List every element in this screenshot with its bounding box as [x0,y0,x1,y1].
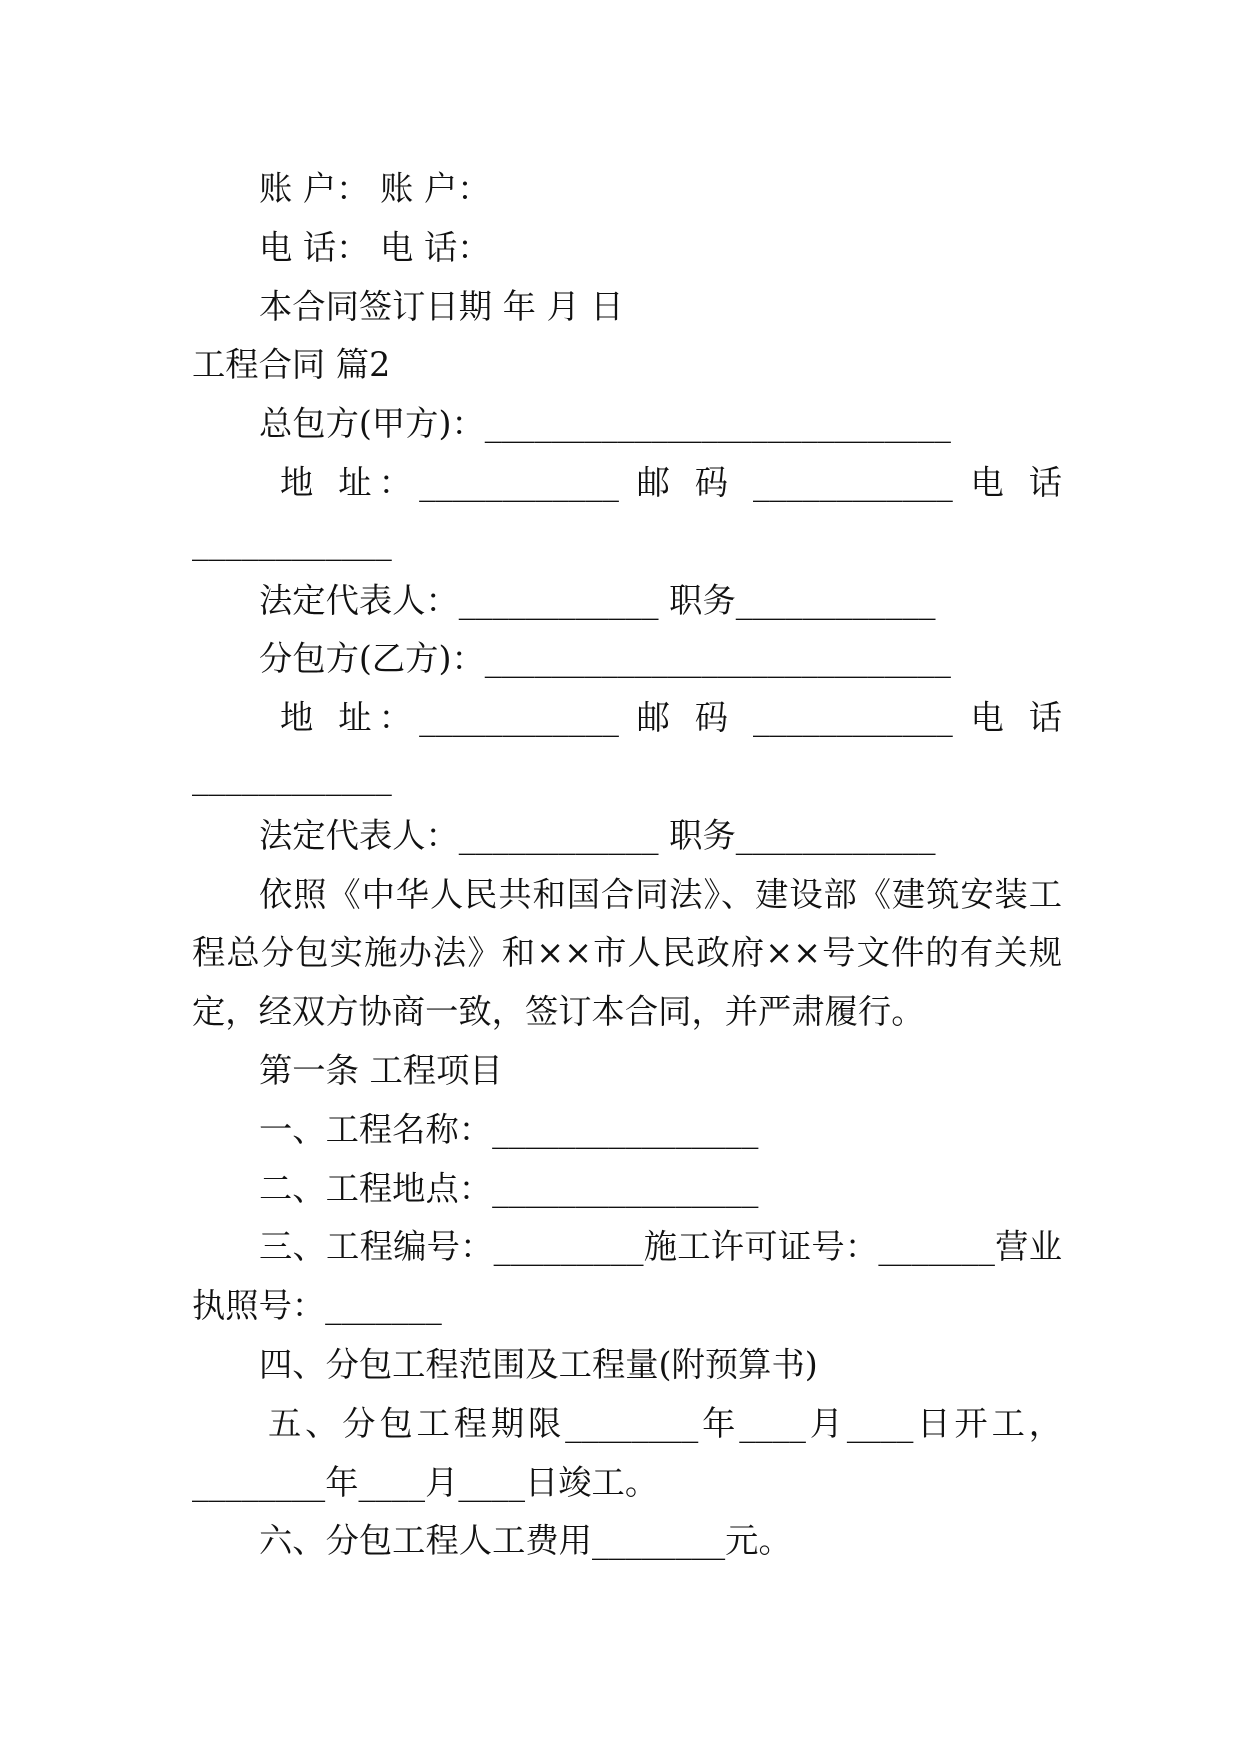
party-b-name-line: 分包方(乙方)：____________________________ [259,639,951,679]
item-scope: 四、分包工程范围及工程量(附预算书) [259,1344,818,1384]
item-project-number-continued: 执照号：_______ [192,1286,442,1326]
item-period: 五、分包工程期限________年____月____日开工， [268,1403,1062,1443]
phone-line: 电 话： 电 话： [259,227,491,267]
article-1-heading: 第一条 工程项目 [259,1050,503,1090]
party-a-name-line: 总包方(甲方)：____________________________ [259,404,951,444]
contract-heading: 工程合同 篇2 [192,345,391,385]
item-period-continued: ________年____月____日竣工。 [192,1462,659,1502]
item-project-location: 二、工程地点：________________ [259,1168,759,1208]
preamble-line-2: 程总分包实施办法》和××市人民政府××号文件的有关规 [192,933,1062,973]
preamble-line-3: 定，经双方协商一致，签订本合同，并严肃履行。 [192,992,925,1032]
account-line: 账 户： 账 户： [259,169,491,208]
party-b-address-line: 地 址：____________ 邮 码 ____________ 电 话 [280,698,1062,738]
party-b-representative-line: 法定代表人：____________ 职务____________ [259,815,936,855]
sign-date-line: 本合同签订日期 年 月 日 [259,286,624,326]
item-project-name: 一、工程名称：________________ [259,1109,759,1149]
party-b-phone-blank: ____________ [192,756,392,796]
preamble-line-1: 依照《中华人民共和国合同法》、建设部《建筑安装工 [259,874,1062,914]
party-a-address-line: 地 址：____________ 邮 码 ____________ 电 话 [280,462,1062,502]
party-a-phone-blank: ____________ [192,521,392,561]
party-a-representative-line: 法定代表人：____________ 职务____________ [259,580,936,620]
item-project-number: 三、工程编号：_________施工许可证号：_______营业 [259,1227,1062,1267]
item-labor-cost: 六、分包工程人工费用________元。 [259,1521,792,1561]
document-body [0,160,1241,1571]
